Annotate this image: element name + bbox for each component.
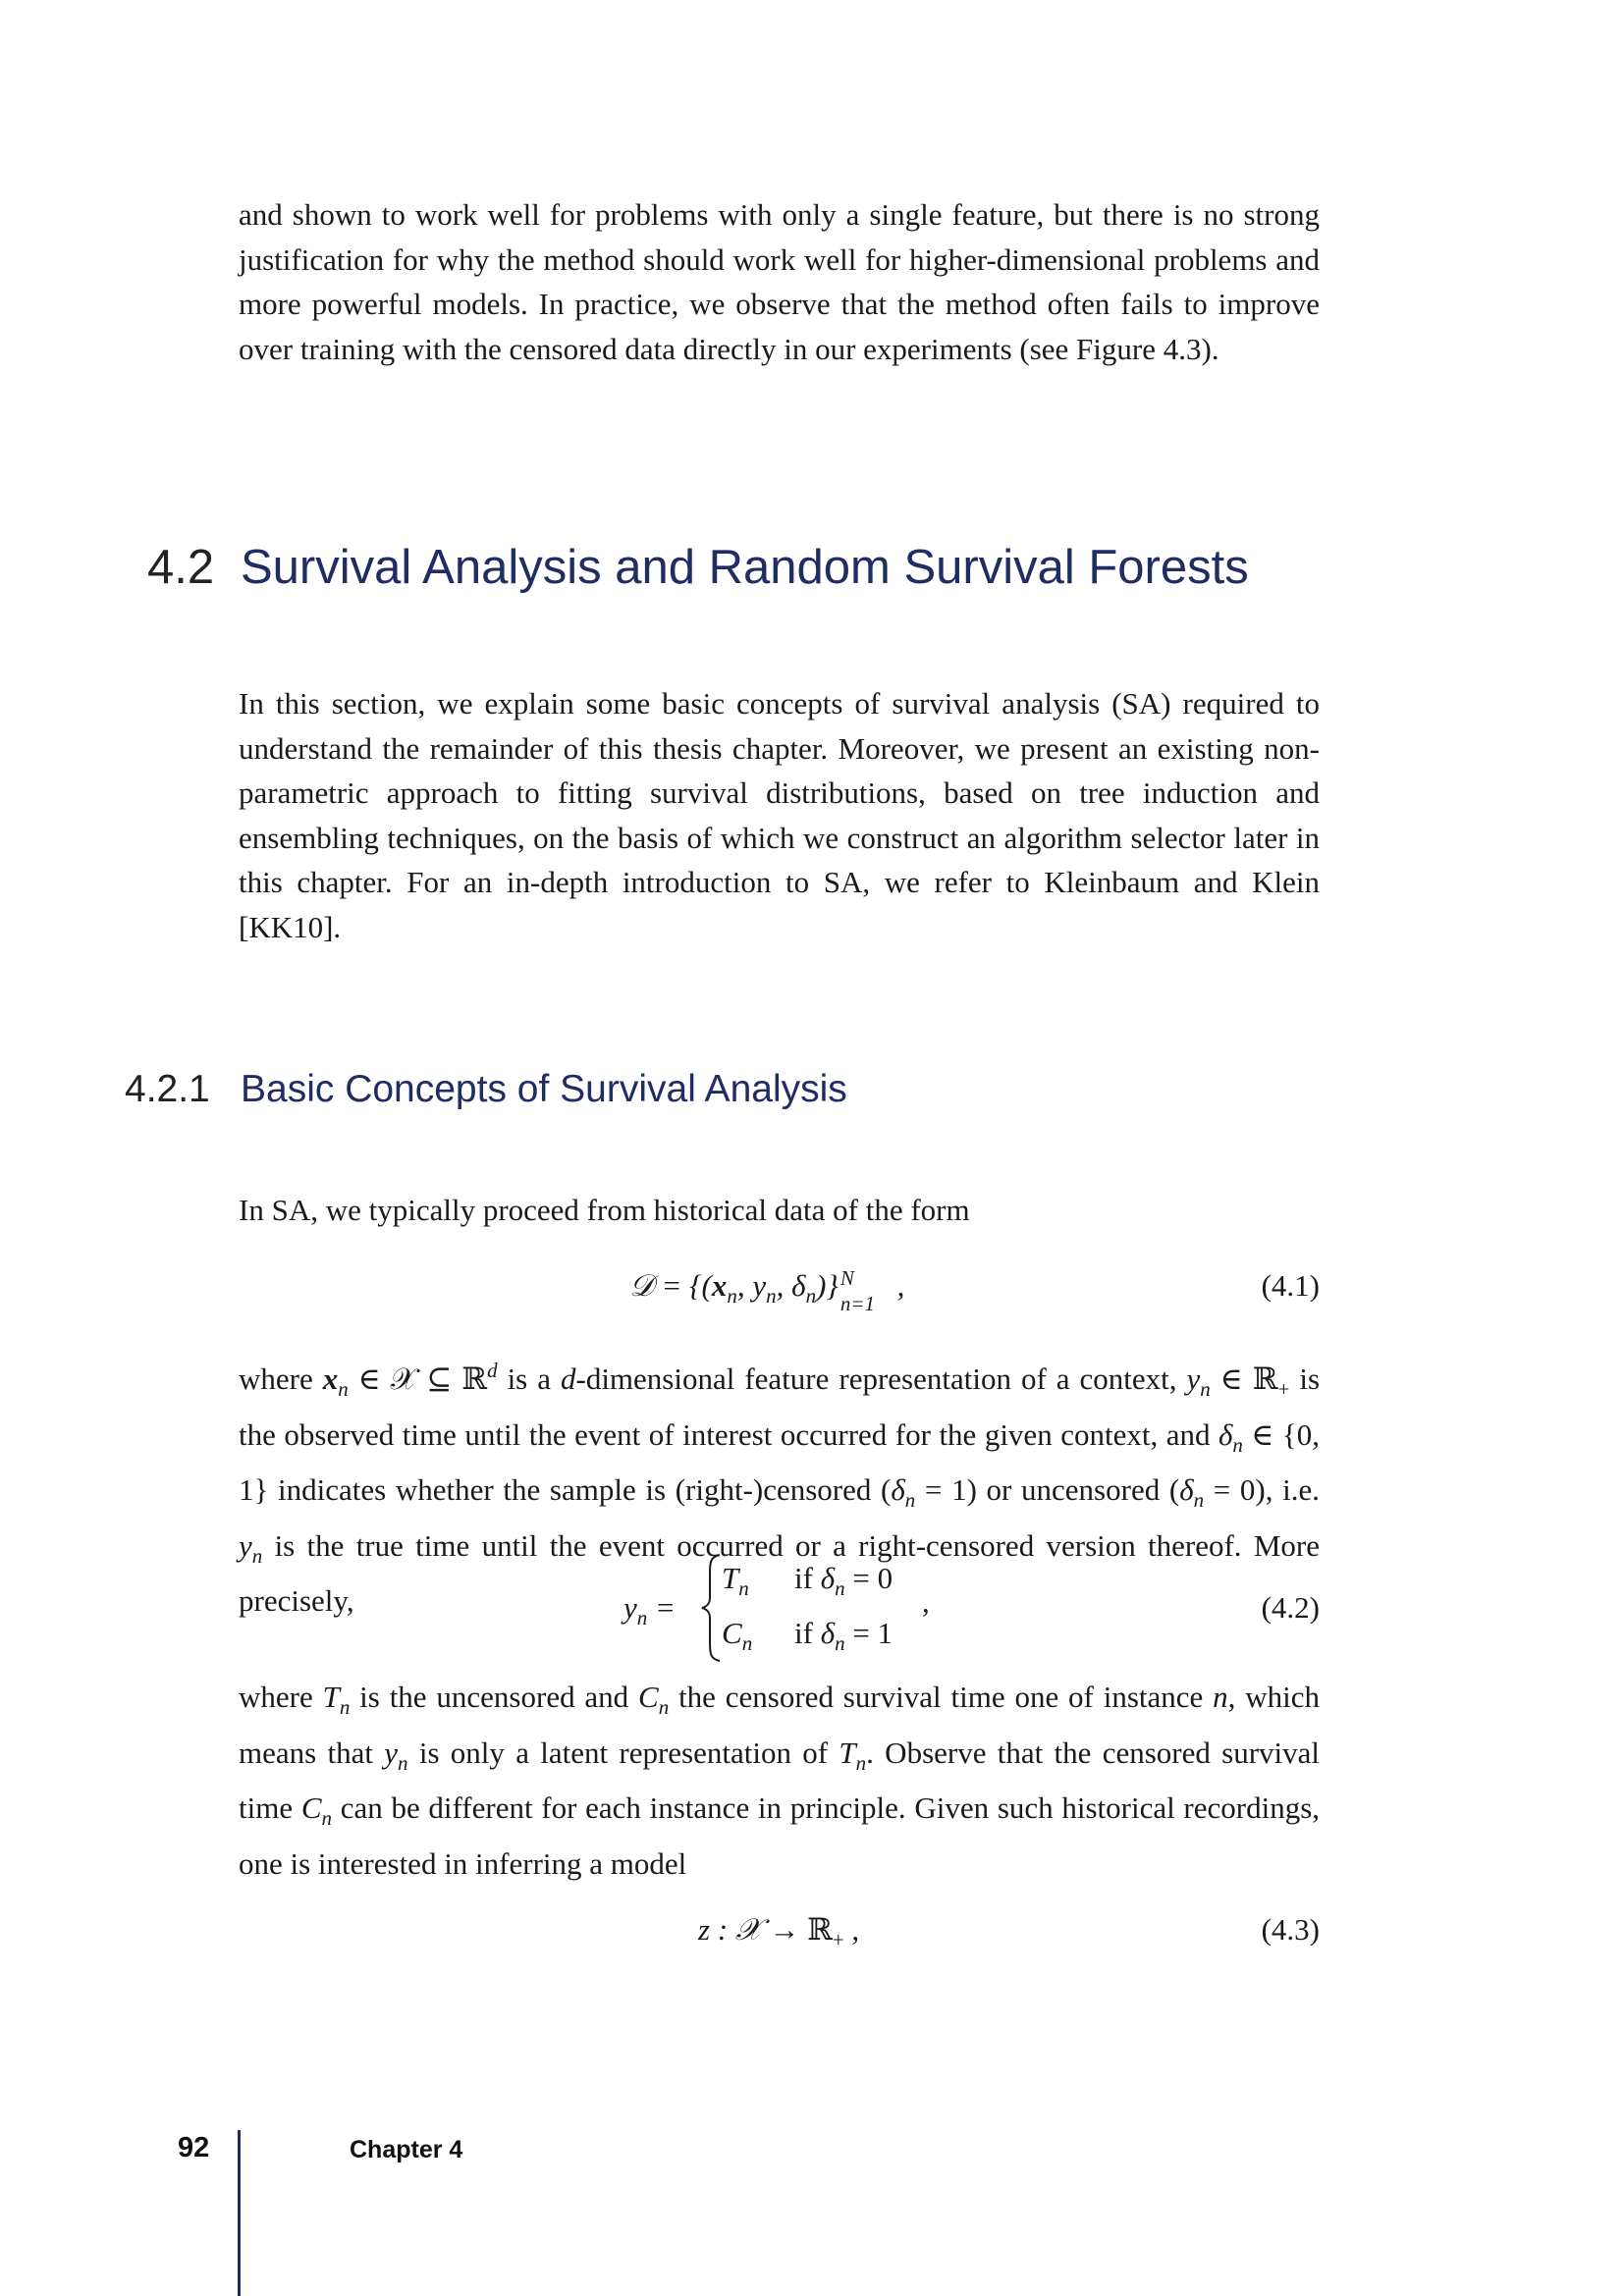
subsection-number: 4.2.1 xyxy=(125,1068,210,1110)
section-number: 4.2 xyxy=(147,541,215,594)
case-1-condition: if $\delta_n = 0$ xyxy=(794,1561,893,1600)
equation-body: 𝒟 = {($x_n$, $y_n$, $\delta_n$)} N n=1 , xyxy=(629,1266,905,1315)
paragraph-text: In SA, we typically proceed from historical data of the form xyxy=(239,1193,970,1227)
paragraph-intro xyxy=(239,192,1320,371)
page-number: 92 xyxy=(178,2132,210,2163)
subsection-title: Basic Concepts of Survival Analysis xyxy=(241,1068,847,1110)
case-2-value: $C_n$ xyxy=(722,1616,753,1655)
footer-chapter-label: Chapter 4 xyxy=(350,2136,463,2163)
equation-number: (4.3) xyxy=(1261,1912,1320,1947)
left-brace-icon xyxy=(700,1553,724,1663)
footer-rule xyxy=(238,2130,241,2296)
case-1-value: $T_n$ xyxy=(722,1561,749,1600)
paragraph-censoring xyxy=(239,1675,1320,1886)
paragraph-text: where $T_n$ is the uncensored and $C_n$ the censored survival time one of instance n, which means that $y_n$ is only a latent representation of $T_n$. Observe that the censored survival time $C_n$ can be different for each instance in principle. Given such historical recordings, one is interested in inferring a model xyxy=(239,1680,1321,1881)
equation-4-2 xyxy=(239,1551,1320,1669)
paragraph-text: and shown to work well for problems with only a single feature, but there is no strong justification for why the method should work well for higher-dimensional problems and more powerful models. In practice, we observe that the method often fails to improve over training with the censored data directly in our experiments (see Figure 4.3). xyxy=(239,197,1320,366)
equation-number: (4.1) xyxy=(1261,1268,1320,1303)
section-title: Survival Analysis and Random Survival Forests xyxy=(241,541,1249,594)
equation-number: (4.2) xyxy=(1261,1590,1320,1625)
equation-4-1 xyxy=(239,1268,1320,1327)
paragraph-text: In this section, we explain some basic concepts of survival analysis (SA) required to understand the remainder of this thesis chapter. Moreover, we present an existing non-parametric approach to fitting survival distributions, based on tree induction and ensembling techniques, on the basis of which we construct an algorithm selector later in this chapter. For an in-depth introduction to SA, we refer to Kleinbaum and Klein [KK10]. xyxy=(239,686,1320,944)
paragraph-data-form xyxy=(239,1188,1320,1233)
equation-comma: , xyxy=(922,1584,930,1619)
equation-body: z : 𝒳 → ℝ$_+$ , xyxy=(698,1912,860,1951)
paragraph-text: where $x_n$ ∈ 𝒳 ⊆ ℝ$^d$ is a d-dimensional feature representation of a context, $y_n$ ∈ ℝ$_+$ is the observed time until the event of interest occurred for the given context, and $\delta_n$ ∈ {0, 1} indicates whether the sample is (right-)censored $(\delta_n = 1)$ or uncensored $(\delta_n = 0)$, i.e. $y_n$ is the true time until the event occurred or a right-censored version thereof. More precisely, xyxy=(239,1359,1321,1618)
case-2-condition: if $\delta_n = 1$ xyxy=(794,1616,893,1655)
equation-4-3 xyxy=(239,1912,1320,1971)
paragraph-section-intro xyxy=(239,681,1320,949)
equation-lhs: $y_n$ = xyxy=(623,1590,676,1629)
